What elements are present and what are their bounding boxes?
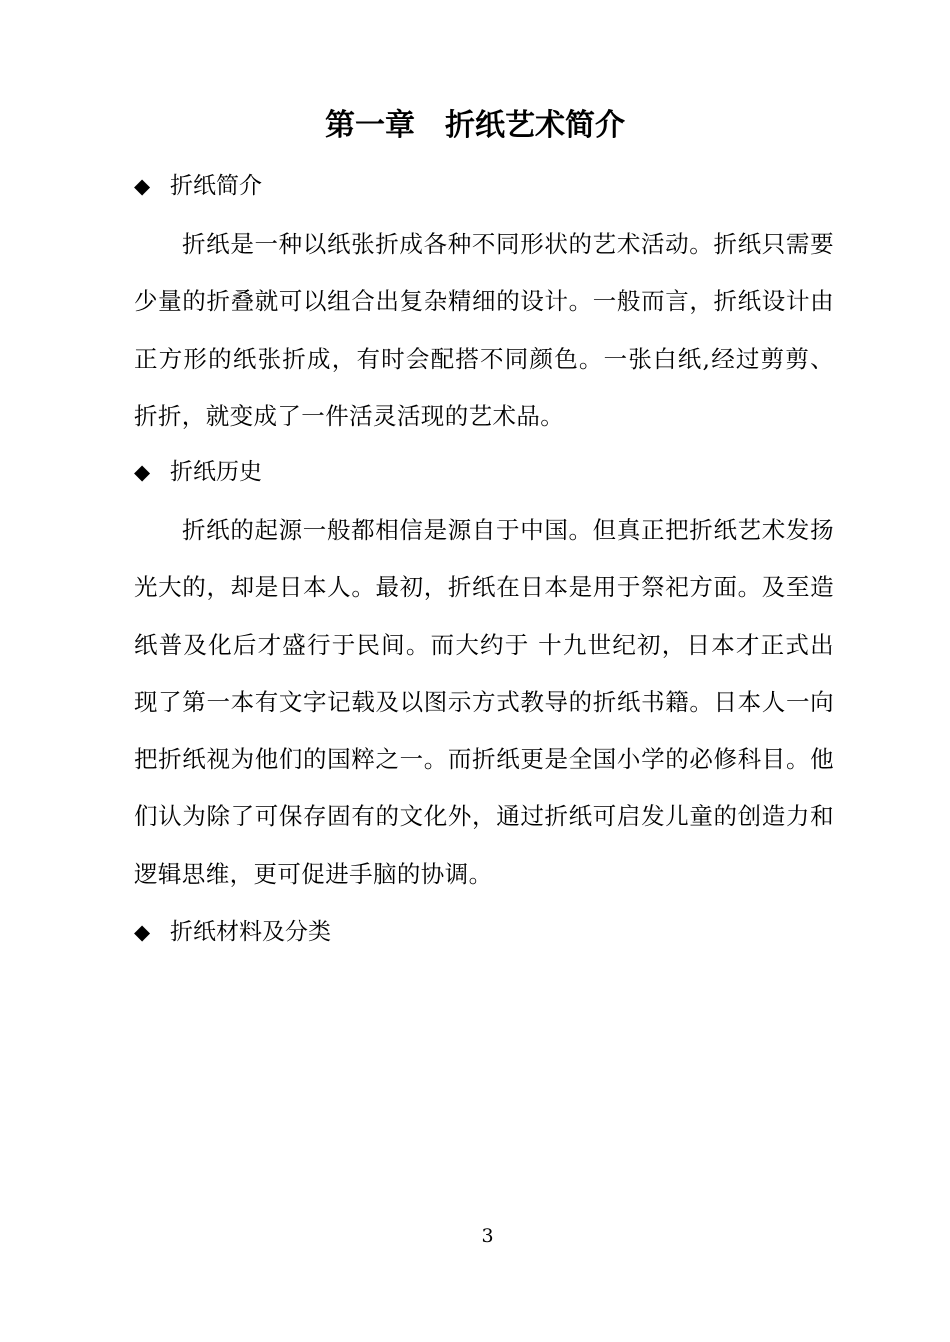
page-number: 3 bbox=[481, 1225, 494, 1247]
section-heading-label: 折纸简介 bbox=[170, 173, 262, 199]
section-heading-materials bbox=[134, 912, 331, 952]
diamond-bullet-icon: ◆ bbox=[134, 920, 151, 944]
section-heading-history bbox=[134, 452, 262, 492]
section-heading-label: 折纸材料及分类 bbox=[170, 919, 331, 945]
diamond-bullet-icon: ◆ bbox=[134, 174, 151, 198]
chapter-title: 第一章 折纸艺术简介 bbox=[325, 108, 625, 143]
section-paragraph-intro: 折纸是一种以纸张折成各种不同形状的艺术活动。折纸只需要少量的折叠就可以组合出复杂精细的设计。一般而言，折纸设计由正方形的纸张折成，有时会配搭不同颜色。一张白纸,经过剪剪、折折，就变成了一件活灵活现的艺术品。 bbox=[134, 230, 834, 430]
section-paragraph-history: 折纸的起源一般都相信是源自于中国。但真正把折纸艺术发扬光大的，却是日本人。最初，折纸在日本是用于祭祀方面。及至造纸普及化后才盛行于民间。而大约于 十九世纪初，日本才正式出现了第一本有文字记载及以图示方式教导的折纸书籍。日本人一向把折纸视为他们的国粹之一。而折纸更是全国小学的必修科目。他们认为除了可保存固有的文化外，通过折纸可启发儿童的创造力和逻辑思维，更可促进手脑的协调。 bbox=[134, 516, 834, 888]
diamond-bullet-icon: ◆ bbox=[134, 460, 151, 484]
section-heading-intro bbox=[134, 166, 262, 206]
section-heading-label: 折纸历史 bbox=[170, 459, 262, 485]
